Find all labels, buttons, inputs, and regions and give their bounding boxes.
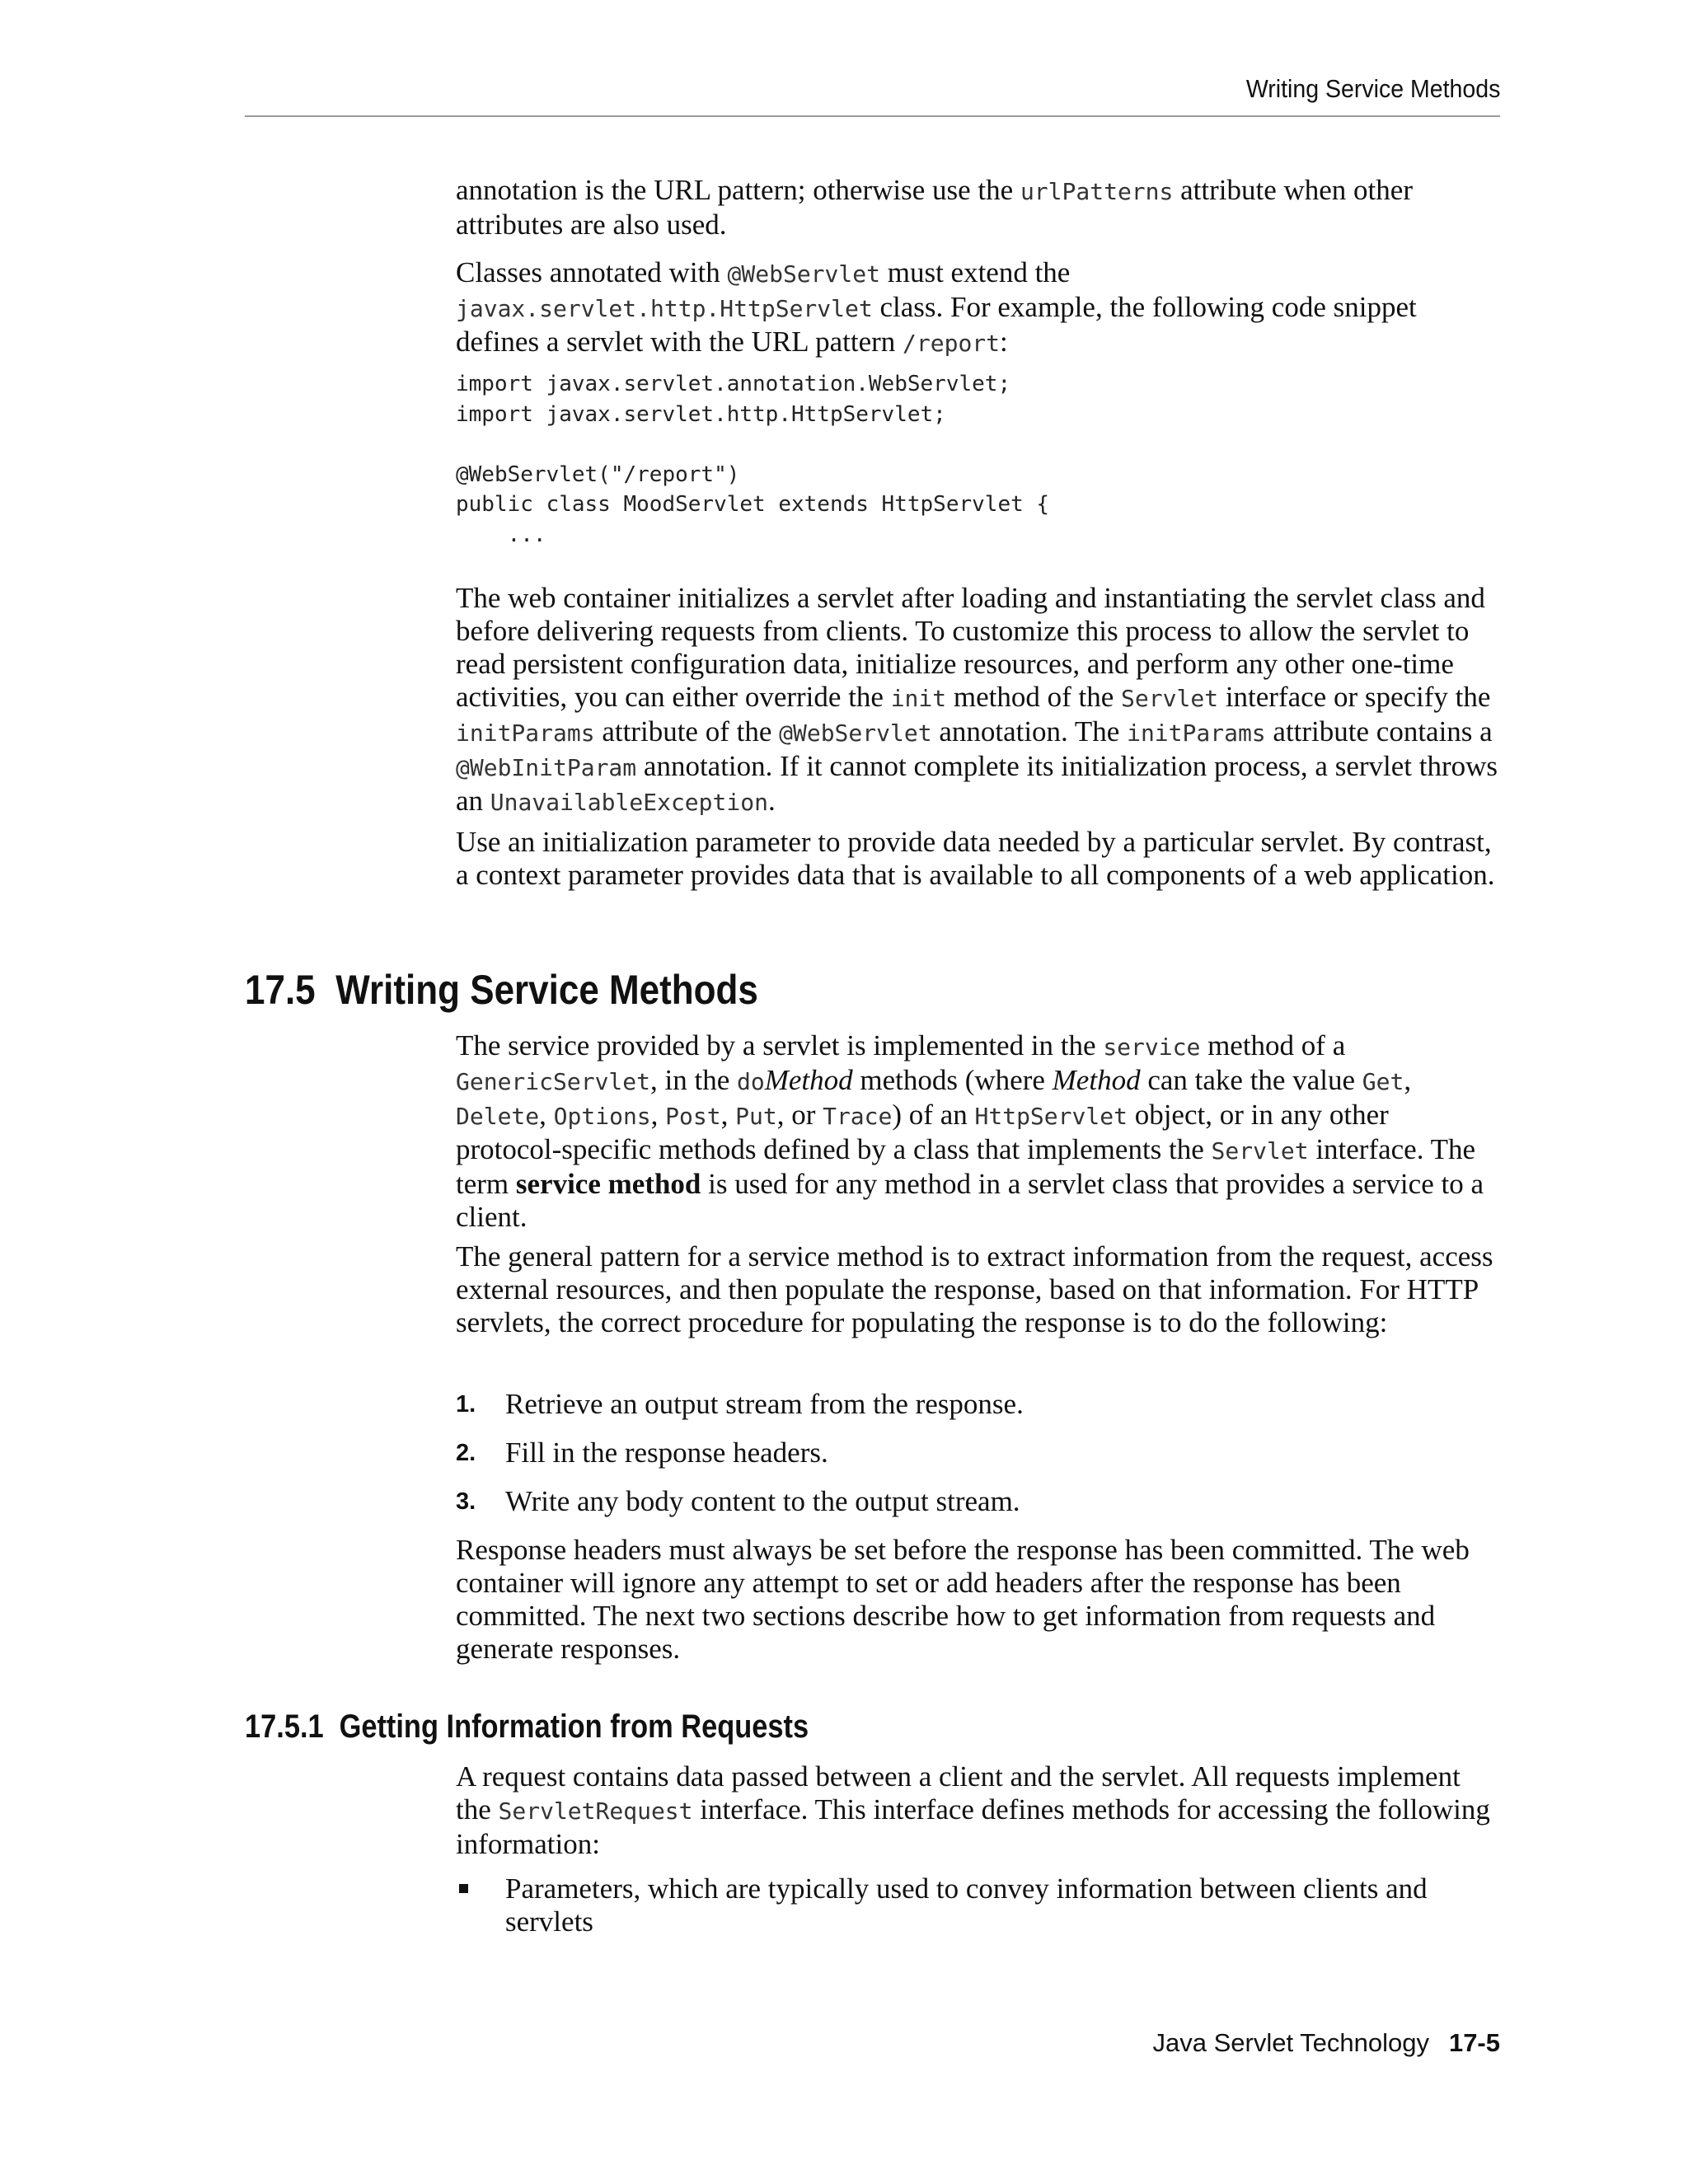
running-header [245, 73, 1500, 117]
paragraph-service-provided: The service provided by a servlet is implemented in the service method of a GenericServlet, in the doMethod methods (where Method can take the value Get, Delete, Options, Post, Put, or Trace) of an HttpServlet object, or in any other protocol-specific methods defined by a class that implements the Servlet interface. The term service method is used for any method in a servlet class that provides a service to a client. [456, 1029, 1484, 1233]
bullet-list-item [456, 1872, 1498, 1938]
list-item [456, 1485, 1498, 1518]
paragraph-general-pattern: The general pattern for a service method is to extract information from the request, access external resources, and then populate the response, based on that information. For HTTP servlets, the correct procedure for populating the response is to do the following: [456, 1240, 1493, 1338]
list-marker: 3. [456, 1488, 476, 1515]
page-footer [1152, 2028, 1500, 2058]
paragraph-servlet-init: The web container initializes a servlet after loading and instantiating the servlet class and before delivering requests from clients. To customize this process to allow the servlet to read persistent configuration data, initialize resources, and perform any other one-time activities, you can either override the init method of the Servlet interface or specify the initParams attribute of the @WebServlet annotation. The initParams attribute contains a @WebInitParam annotation. If it cannot complete its initialization process, a servlet throws an UnavailableException. [456, 582, 1498, 817]
list-item [456, 1436, 1498, 1469]
footer-book-title: Java Servlet Technology [1152, 2028, 1429, 2057]
paragraph-response-headers: Response headers must always be set before the response has been committed. The web container will ignore any attempt to set or add headers after the response has been committed. The next two sections describe how to get information from requests and generate responses. [456, 1534, 1470, 1665]
page-number: 17-5 [1448, 2028, 1500, 2057]
list-item-text: Write any body content to the output stream. [505, 1485, 1020, 1517]
paragraph-webservlet-classes: Classes annotated with @WebServlet must extend the javax.servlet.http.HttpServlet class. For example, the following code snippet defines a servlet with the URL pattern /report: [456, 256, 1417, 358]
list-item-text: Fill in the response headers. [505, 1436, 828, 1469]
list-marker: 2. [456, 1440, 476, 1466]
section-title: Writing Service Methods [335, 967, 758, 1013]
paragraph-url-pattern: annotation is the URL pattern; otherwise use the urlPatterns attribute when other attributes are also used. [456, 174, 1413, 241]
section-heading-17-5 [245, 966, 758, 1014]
section-number: 17.5 [245, 967, 316, 1013]
square-bullet-icon [459, 1884, 468, 1893]
running-header-title: Writing Service Methods [1245, 74, 1500, 103]
list-item-text: Parameters, which are typically used to convey information between clients and servlets [505, 1872, 1428, 1938]
list-marker: 1. [456, 1391, 476, 1418]
section-number: 17.5.1 [245, 1708, 324, 1745]
code-snippet: import javax.servlet.annotation.WebServlet; import javax.servlet.http.HttpServlet; @WebServlet("/report") public class MoodServlet extends HttpServlet { ... [456, 372, 1050, 547]
list-item-text: Retrieve an output stream from the response. [505, 1388, 1024, 1420]
list-item [456, 1388, 1498, 1421]
section-title: Getting Information from Requests [339, 1708, 809, 1745]
paragraph-init-parameter: Use an initialization parameter to provide data needed by a particular servlet. By contrast, a context parameter provides data that is available to all components of a web application. [456, 826, 1495, 891]
paragraph-request-data: A request contains data passed between a client and the servlet. All requests implement the ServletRequest interface. This interface defines methods for accessing the following information: [456, 1760, 1490, 1860]
section-heading-17-5-1 [245, 1708, 809, 1746]
